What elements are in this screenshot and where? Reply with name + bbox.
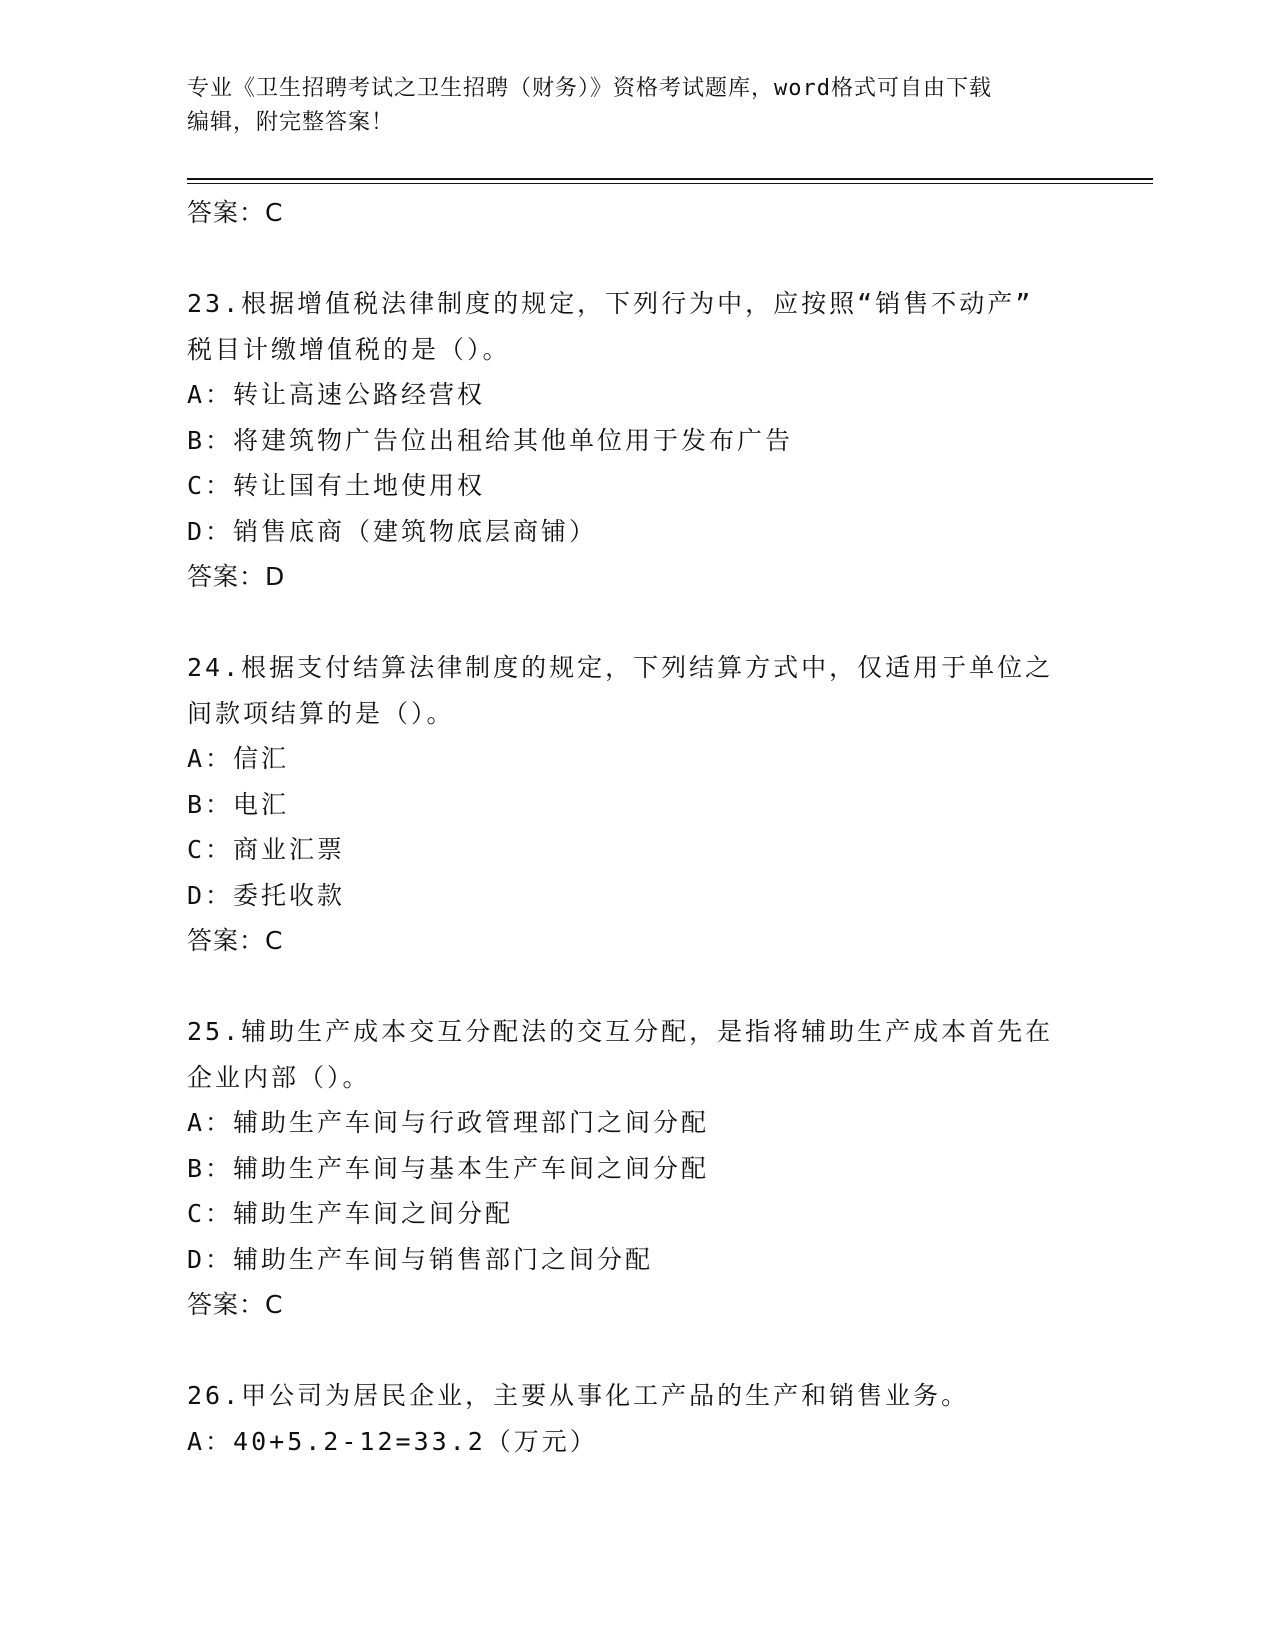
option-a: A：信汇 <box>187 744 290 773</box>
spacer <box>187 964 1107 1010</box>
option-d: D：委托收款 <box>187 880 346 910</box>
option-b: B：辅助生产车间与基本生产车间之间分配 <box>187 1153 710 1183</box>
question-23 <box>187 281 1107 600</box>
option-b: B：将建筑物广告位出租给其他单位用于发布广告 <box>187 425 794 455</box>
answer-line: 答案：C <box>187 926 284 955</box>
spacer <box>187 1328 1107 1374</box>
answer-line: 答案：C <box>187 198 284 227</box>
header-divider-thin <box>187 183 1153 184</box>
option-c: C：转让国有土地使用权 <box>187 471 486 500</box>
spacer <box>187 236 1107 282</box>
question-stem: 26.甲公司为居民企业，主要从事化工产品的生产和销售业务。 <box>187 1381 970 1410</box>
answer-line: 答案：D <box>187 562 286 591</box>
spacer <box>187 600 1107 646</box>
question-26 <box>187 1373 1107 1464</box>
answer-line: 答案：C <box>187 1290 284 1319</box>
option-d: D：辅助生产车间与销售部门之间分配 <box>187 1244 654 1274</box>
option-a: A：转让高速公路经营权 <box>187 380 486 409</box>
header-line-2: 编辑，附完整答案！ <box>187 110 395 135</box>
option-a: A：辅助生产车间与行政管理部门之间分配 <box>187 1108 710 1137</box>
document-header <box>187 72 1087 140</box>
question-stem: 税目计缴增值税的是（）。 <box>187 334 511 364</box>
question-stem: 25.辅助生产成本交互分配法的交互分配，是指将辅助生产成本首先在 <box>187 1017 1054 1046</box>
question-list <box>187 190 1107 1464</box>
option-c: C：辅助生产车间之间分配 <box>187 1199 514 1228</box>
question-stem: 间款项结算的是（）。 <box>187 698 455 728</box>
question-stem: 24.根据支付结算法律制度的规定，下列结算方式中，仅适用于单位之 <box>187 653 1054 682</box>
option-b: B：电汇 <box>187 789 290 819</box>
option-c: C：商业汇票 <box>187 835 346 864</box>
question-stem: 23.根据增值税法律制度的规定，下列行为中，应按照“销售不动产” <box>187 289 1034 318</box>
question-stem: 企业内部（）。 <box>187 1062 371 1092</box>
question-24 <box>187 645 1107 964</box>
header-divider-thick <box>187 178 1153 180</box>
header-line-1: 专业《卫生招聘考试之卫生招聘（财务）》资格考试题库，word格式可自由下载 <box>187 76 992 101</box>
question-25 <box>187 1009 1107 1328</box>
option-a: A：40+5.2-12=33.2（万元） <box>187 1426 598 1456</box>
option-d: D：销售底商（建筑物底层商铺） <box>187 516 598 546</box>
